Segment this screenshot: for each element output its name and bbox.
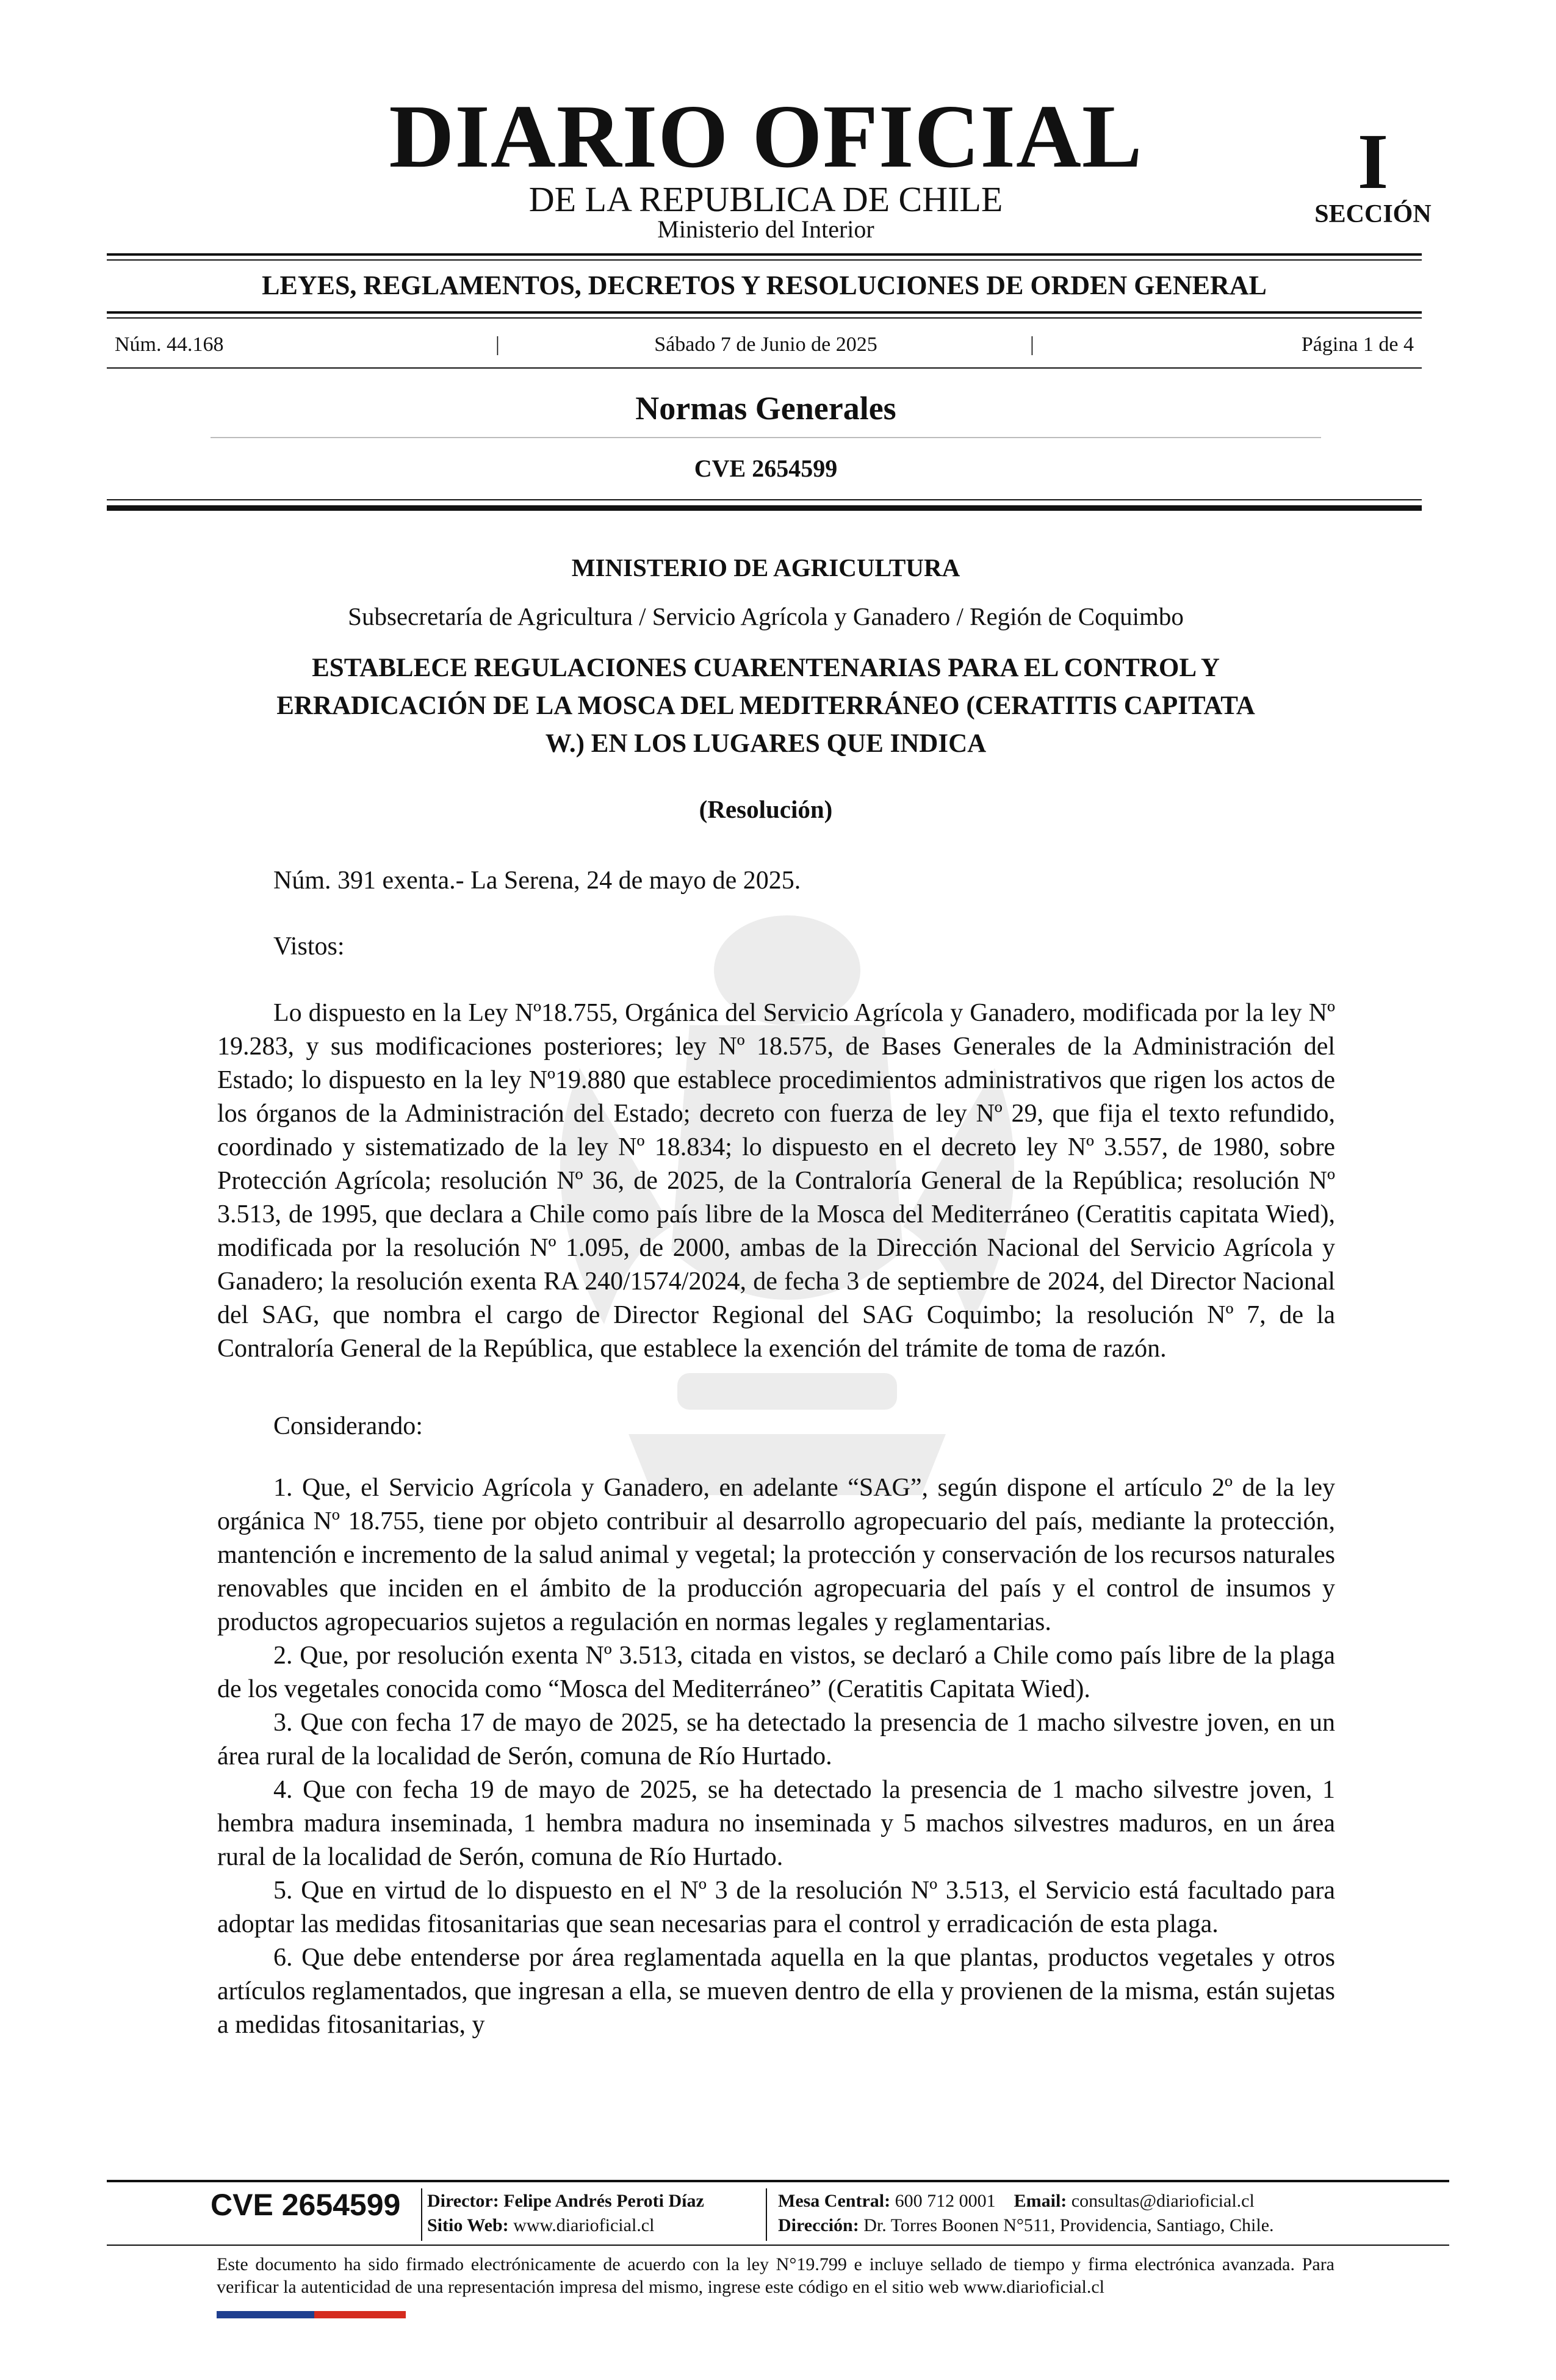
masthead-ministry: Ministerio del Interior [657,215,874,243]
mesa-label: Mesa Central: [778,2191,891,2211]
issue-number: Núm. 44.168 [115,333,224,356]
vistos-label: Vistos: [273,932,345,961]
email-label: Email: [1014,2191,1067,2211]
director-name: Felipe Andrés Peroti Díaz [503,2191,704,2211]
category-rule [107,311,1422,314]
footer-address-line [778,2213,1388,2238]
footer-contact-block [778,2189,1388,2238]
heading-line-2: ERRADICACIÓN DE LA MOSCA DEL MEDITERRÁNEO (CERATITIS CAPITATA [276,691,1255,720]
cve-rule-thin [107,499,1422,500]
issue-page: Página 1 de 4 [1301,333,1414,356]
footer-director-block [427,2189,757,2238]
considerando-list [217,1471,1335,2042]
footer-cve-code: CVE 2654599 [211,2188,401,2222]
section-title-rule [211,437,1321,438]
footer-rule-bottom [107,2245,1449,2246]
considerando-item: 1. Que, el Servicio Agrícola y Ganadero, en adelante “SAG”, según dispone el artículo 2º de la ley orgánica Nº 18.755, tiene por objeto contribuir al desarrollo agropecuario del país, mediante la protección, mantención e incremento de la salud animal y vegetal; la protección y conservación de los recursos naturales renovables que inciden en el ámbito de la producción agropecuaria del país y el control de insumos y productos agropecuarios sujetos a regulación en normas legales y reglamentarias. [217,1474,1335,1636]
considerando-item: 2. Que, por resolución exenta Nº 3.513, citada en vistos, se declaró a Chile como país libre de la plaga de los vegetales conocida como “Mosca del Mediterráneo” (Ceratitis Capitata Wied). [217,1642,1335,1703]
flag-bar-blue [217,2311,314,2318]
heading-line-1: ESTABLECE REGULACIONES CUARENTENARIAS PARA EL CONTROL Y [312,654,1220,682]
document-subsecretaria: Subsecretaría de Agricultura / Servicio Agrícola y Ganadero / Región de Coquimbo [348,602,1184,630]
issue-separator-2: | [1030,333,1034,356]
document-type: (Resolución) [699,795,833,823]
footer-mesa-line [778,2189,1388,2213]
address-text: Dr. Torres Boonen N°511, Providencia, Santiago, Chile. [863,2215,1274,2235]
site-label: Sitio Web: [427,2215,509,2235]
issue-rule [107,367,1422,369]
footer-director-line [427,2189,757,2213]
footer-rule [107,2180,1449,2182]
footer-divider-1 [421,2188,422,2241]
site-link[interactable]: www.diarioficial.cl [513,2215,655,2235]
section-title: Normas Generales [635,390,896,427]
considerando-item: 5. Que en virtud de lo dispuesto en el Nº 3 de la resolución Nº 3.513, el Servicio está facultado para adoptar las medidas fitosanitarias que sean necesarias para el control y erradicación de esta plaga. [217,1877,1335,1938]
document-heading [201,649,1330,763]
section-number: I [1357,118,1389,206]
footer-signature-note: Este documento ha sido firmado electrónicamente de acuerdo con la ley N°19.799 e incluye sellado de tiempo y firma electrónica avanzada. Para verificar la autenticidad de una representación impresa del mismo, ingrese este código en el sitio web www.diarioficial.cl [217,2254,1334,2297]
email-link[interactable]: consultas@diarioficial.cl [1071,2191,1255,2211]
director-label: Director: [427,2191,499,2211]
masthead-title: DIARIO OFICIAL [389,87,1143,187]
issue-date: Sábado 7 de Junio de 2025 [654,333,877,356]
vistos-paragraph: Lo dispuesto en la Ley Nº18.755, Orgánica del Servicio Agrícola y Ganadero, modificada por la ley Nº 19.283, y sus modificaciones posteriores; ley Nº 18.575, de Bases Generales de la Administración del Estado; lo dispuesto en la ley Nº19.880 que establece procedimientos administrativos que rigen los actos de los órganos de la Administración del Estado; decreto con fuerza de ley Nº 29, que fija el texto refundido, coordinado y sistematizado de la ley Nº 18.834; lo dispuesto en el decreto ley Nº 3.557, de 1980, sobre Protección Agrícola; resolución Nº 36, de 2025, de la Contraloría General de la República; resolución Nº 3.513, de 1995, que declara a Chile como país libre de la Mosca del Mediterráneo (Ceratitis capitata Wied), modificada por la resolución Nº 1.095, de 2000, ambas de la Dirección Nacional del Servicio Agrícola y Ganadero; la resolución exenta RA 240/1574/2024, de fecha 3 de septiembre de 2024, del Director Nacional del SAG, que nombra el cargo de Director Regional del SAG Coquimbo; la resolución Nº 7, de la Contraloría General de la República, que establece la exención del trámite de toma de razón. [217,999,1335,1363]
resolution-number-line: Núm. 391 exenta.- La Serena, 24 de mayo de 2025. [273,867,801,895]
considerando-item: 6. Que debe entenderse por área reglamentada aquella en la que plantas, productos vegetales y otros artículos reglamentados, que ingresan a ella, se mueven dentro de ella y provienen de la misma, están sujetas a medidas fitosanitarias, y [217,1944,1335,2039]
category-banner: LEYES, REGLAMENTOS, DECRETOS Y RESOLUCIONES DE ORDEN GENERAL [262,270,1267,300]
flag-bar-red [314,2311,406,2318]
masthead-rule [107,253,1422,256]
mesa-phone: 600 712 0001 [895,2191,996,2211]
footer-site-line [427,2213,757,2238]
masthead-subtitle: DE LA REPUBLICA DE CHILE [528,179,1003,219]
cve-code: CVE 2654599 [694,455,838,482]
heading-line-3: W.) EN LOS LUGARES QUE INDICA [545,729,987,758]
masthead-rule-thin [107,259,1422,261]
vistos-text [217,997,1335,1366]
considerando-item: 3. Que con fecha 17 de mayo de 2025, se ha detectado la presencia de 1 macho silvestre joven, en un área rural de la localidad de Serón, comuna de Río Hurtado. [217,1709,1335,1770]
section-label: SECCIÓN [1314,200,1432,228]
considerando-label: Considerando: [273,1412,423,1440]
cve-rule-thick [107,505,1422,511]
considerando-item: 4. Que con fecha 19 de mayo de 2025, se ha detectado la presencia de 1 macho silvestre joven, 1 hembra madura inseminada, 1 hembra madura no inseminada y 5 machos silvestres maduros, en un área rural de la localidad de Serón, comuna de Río Hurtado. [217,1776,1335,1871]
document-ministry: MINISTERIO DE AGRICULTURA [571,554,960,582]
address-label: Dirección: [778,2215,859,2235]
category-rule-thin [107,317,1422,319]
footer-divider-2 [766,2188,767,2241]
issue-separator-1: | [495,333,500,356]
